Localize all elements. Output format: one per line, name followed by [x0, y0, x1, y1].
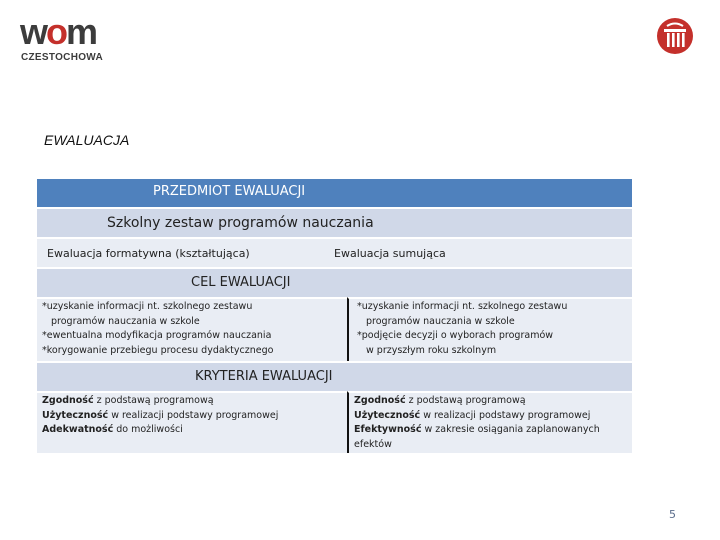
criteria-summative-line [354, 423, 632, 438]
criteria-desc: w realizacji podstawy programowej [108, 409, 279, 421]
goal-header-label: CEL EWALUACJI [191, 275, 291, 290]
criteria-term: Zgodność [42, 395, 94, 406]
criteria-desc: z podstawą programową [93, 395, 214, 406]
table-row-evaluation-types [37, 237, 632, 267]
goal-formative-line: *uzyskanie informacji nt. szkolnego zestawu [42, 301, 253, 312]
criteria-formative-line [42, 394, 347, 409]
page-number: 5 [669, 508, 676, 521]
criteria-desc: do możliwości [113, 424, 183, 435]
criteria-term: Użyteczność [42, 409, 109, 421]
criteria-summative-line [354, 409, 632, 424]
criteria-formative-line [42, 423, 347, 438]
formative-label: Ewaluacja formatywna (kształtująca) [47, 247, 250, 260]
table-row-criteria-header [37, 361, 632, 391]
goal-summative-cell [347, 297, 632, 361]
logo-letter-m: m [66, 11, 97, 52]
subject-label: Szkolny zestaw programów nauczania [107, 215, 374, 231]
criteria-formative-cell [37, 391, 347, 453]
goal-summative-line: programów nauczania w szkole [366, 315, 515, 327]
criteria-term: Efektywność [354, 424, 422, 435]
wom-logo-wordmark [20, 11, 97, 52]
table-row-goal-header [37, 267, 632, 297]
institution-emblem-icon [656, 17, 694, 55]
table-header-subject [37, 179, 632, 207]
criteria-desc: w zakresie osiągania zaplanowanych [421, 424, 600, 435]
goal-summative-line: *podjęcie decyzji o wyborach programów [357, 330, 554, 341]
criteria-term: Użyteczność [354, 409, 421, 421]
criteria-formative-line [42, 409, 347, 424]
page-heading: EWALUACJA [44, 132, 130, 148]
wom-logo [20, 11, 115, 63]
summative-label: Ewaluacja sumująca [334, 247, 446, 260]
goal-formative-line: programów nauczania w szkole [51, 315, 200, 327]
table-row-subject [37, 207, 632, 237]
criteria-desc: efektów [354, 438, 392, 450]
criteria-summative-line [354, 394, 632, 409]
criteria-term: Adekwatność [42, 424, 114, 435]
criteria-desc: w realizacji podstawy programowej [420, 409, 591, 421]
goal-summative-line: *uzyskanie informacji nt. szkolnego zestawu [357, 301, 568, 312]
goal-formative-cell [37, 297, 347, 361]
logo-letter-o: o [46, 11, 67, 52]
criteria-summative-cell [347, 391, 632, 453]
goal-formative-line: *ewentualna modyfikacja programów nauczania [42, 330, 272, 341]
goal-formative-line: *korygowanie przebiegu procesu dydaktycznego [42, 344, 274, 356]
wom-logo-subtitle: CZESTOCHOWA [21, 52, 104, 63]
criteria-header-label: KRYTERIA EWALUACJI [195, 369, 333, 384]
goal-summative-line: w przyszłym roku szkolnym [366, 344, 497, 356]
criteria-desc: z podstawą programową [405, 395, 526, 406]
criteria-summative-line [354, 438, 632, 453]
table-header-label: PRZEDMIOT EWALUACJI [153, 184, 306, 199]
logo-letter-w: w [20, 11, 47, 52]
criteria-term: Zgodność [354, 395, 406, 406]
